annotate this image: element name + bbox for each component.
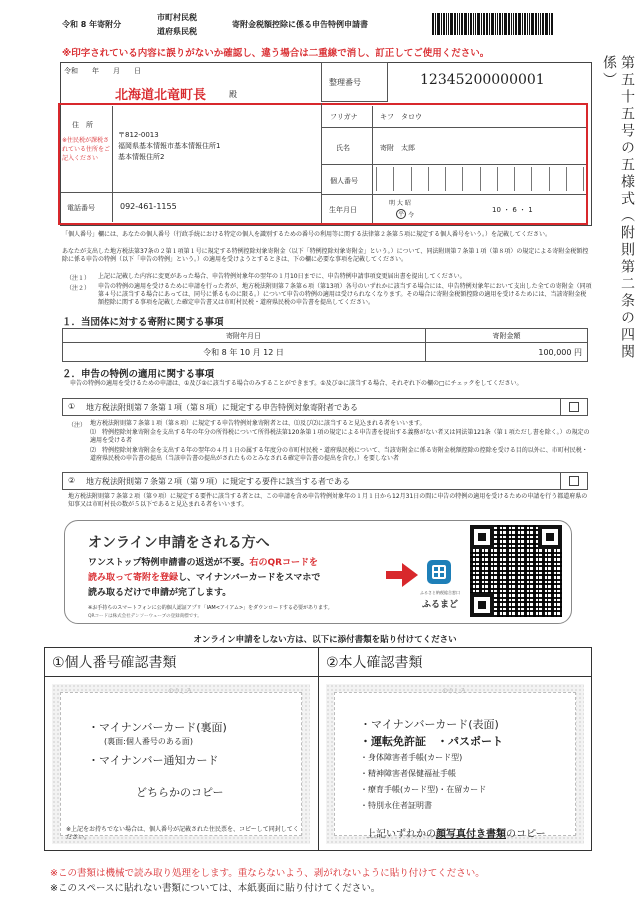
- online-line1-a: ワンストップ特例申請書の返送が不要。: [88, 558, 250, 568]
- online-note-qr: QRコードは株式会社デンソーウェーブの登録商標です。: [88, 614, 202, 619]
- form-title: 寄附金税額控除に係る申告特例申請書: [232, 20, 368, 29]
- box2-glue-top: のりしろ: [442, 688, 467, 695]
- box1-title: ①個人番号確認書類: [52, 655, 177, 671]
- box2-title: ②本人確認書類: [326, 655, 423, 671]
- box2-item5: ・療育手帳(カード型)・在留カード: [360, 785, 487, 794]
- box2-either-a: 上記いずれかの: [366, 829, 436, 840]
- section2-intro: 申告の特例の適用を受けるための申請は、①及び②に該当する場合のみすることができます。①及び②に該当する場合、それぞれ下の欄の□にチェックをしてください。: [70, 380, 523, 387]
- col-donation-date: 寄附年月日: [226, 332, 261, 340]
- box1-glue-top: のりしろ: [168, 688, 193, 695]
- right-arrow-icon: [386, 563, 418, 587]
- birth-label: 生年月日: [329, 206, 357, 214]
- online-line2-b: し、マイナンバーカードをスマホで: [178, 573, 321, 583]
- donation-amount: 100,000 円: [538, 348, 582, 357]
- furigana-label: フリガナ: [330, 113, 358, 121]
- item2-number: ②: [68, 476, 76, 485]
- tax-type-municipal: 市町村民税: [157, 13, 197, 22]
- mynumber-label: 個人番号: [330, 177, 358, 185]
- qr-code[interactable]: [470, 525, 562, 617]
- reg-no-value: 12345200000001: [420, 72, 545, 88]
- footer-line2: ※このスペースに貼れない書類については、本紙裏面に貼り付けてください。: [50, 883, 381, 894]
- box1-item1: ・マイナンバーカード(裏面): [88, 721, 227, 734]
- honorific: 殿: [229, 90, 237, 99]
- footer-line1: ※この書類は機械で読み取り処理をします。重ならないよう、剥がれないように貼り付けてください。: [50, 868, 485, 879]
- item1-note: 地方税法附則第７条第１項（第８項）に規定する申告特例対象寄附者とは、⑴及び⑵に該当すると見込まれる者をいいます。: [90, 420, 426, 427]
- box2-item6: ・特別永住者証明書: [360, 801, 432, 810]
- donation-date: 令和 8 年 10 月 12 日: [203, 348, 284, 357]
- address-label: 住 所: [72, 121, 93, 129]
- mynumber-note: 「個人番号」欄には、あなたの個人番号（行政手続における特定の個人を識別するための番号の利用等に関する法律第２条第５項に規定する個人番号をいう。）を記載してください。: [62, 231, 552, 238]
- box1-item1-sub: (裏面:個人番号のある面): [104, 737, 193, 746]
- phone-label: 電話番号: [67, 204, 95, 212]
- address-note: ※住民税が課税されている住所をご記入ください: [62, 137, 111, 162]
- address-line2: 基本情報住所2: [118, 153, 165, 161]
- col-donation-amount: 寄附金額: [492, 332, 521, 340]
- box2-item4: ・精神障害者保健福祉手帳: [360, 769, 456, 778]
- furigana-value: キフ タロウ: [380, 113, 422, 121]
- note1-text: 上記に記載した内容に変更があった場合、申告特例対象年の翌年の１月10日までに、申告特例申請事項変更届出書を提出してください。: [98, 273, 466, 280]
- box2-item1: ・マイナンバーカード(表面): [360, 718, 499, 731]
- note2-mark: （注２）: [66, 285, 91, 292]
- online-line2-a: 読み取って寄附を登録: [88, 573, 179, 583]
- postal-code: 〒812-0013: [118, 131, 159, 139]
- address-line1: 福岡県基本情報市基本情報住所1: [118, 142, 221, 150]
- form-number-label: 第五十五号の五様式（附則第二条の四関係）: [601, 55, 635, 361]
- item1-note-head: （注）: [68, 422, 87, 429]
- note1-mark: （注１）: [66, 275, 91, 282]
- box2-item2: ・運転免許証 ・パスポート: [360, 735, 503, 748]
- box2-either-c: のコピー: [506, 829, 546, 840]
- barcode: [432, 13, 582, 35]
- era-options: 明 大 昭: [389, 200, 411, 207]
- box1-note: ※上記をお持ちでない場合は、個人番号が記載された住民票を、コピーして同封してください。: [66, 826, 299, 841]
- intro-paragraph: あなたが支出した地方税法第37条の２第１項第１号に規定する特例控除対象寄附金（以下「特例控除対象寄附金」という。）について、同法附則第７条第１項（第８項）の規定による寄附金税額控除に係る申告の特例（以下「申告の特例」という。）の適用を受けようとするときは、下の欄に必要な事項を記載してください。: [62, 248, 589, 263]
- section1-title: １．当団体に対する寄附に関する事項: [62, 317, 224, 328]
- box2-either-b: 顔写真付き書類: [436, 829, 506, 840]
- online-note-iam: ※お手持ちのスマートフォンに公的個人認証アプリ「IAM<アイアム>」をダウンロードする必要があります。: [88, 605, 333, 611]
- item1-note-b: ⑵ 特例控除対象寄附金を支出する年の翌年の４月１日の属する年度分の市町村民税・道府県民税について、当該寄附金に係る寄附金税額控除の控除を受ける目的以外に、市町村民税・道府県民税の申告書の提出（当該申告書の提出がされたものとみなされる確定申告書の提出を含む。）を要しない者: [90, 447, 588, 462]
- item2-note: 地方税法附則第７条第２項（第９項）に規定する要件に該当する者とは、この申請を含め申告特例対象年の１月１日から12月31日の間に申告の特例の適用を受けるための申請を行う都道府県の知事又は市町村長の数が５以下であると見込まれる者をいいます。: [68, 493, 588, 508]
- item2-checkbox[interactable]: [569, 476, 579, 486]
- item1-text: 地方税法附則第７条第１項（第８項）に規定する申告特例対象寄附者である: [86, 403, 358, 412]
- online-line3: 読み取るだけで申請が完了します。: [88, 588, 232, 598]
- section2-title: ２．申告の特例の適用に関する事項: [62, 369, 215, 380]
- app-name: ふるまど: [421, 600, 458, 610]
- fiscal-year: 令和 8 年寄附分: [62, 20, 122, 29]
- furumado-app-icon[interactable]: [427, 560, 451, 584]
- item2-text: 地方税法附則第７条第２項（第９項）に規定する要件に該当する者である: [86, 477, 350, 486]
- tax-type-prefectural: 道府県民税: [157, 27, 197, 36]
- date-label: 令和 年 月 日: [64, 67, 141, 75]
- no-online-note: オンライン申請をしない方は、以下に添付書類を貼り付けてください: [193, 635, 457, 645]
- town-name: 北海道北竜町長: [115, 88, 207, 103]
- app-subtitle: ふるさと納税総合窓口: [420, 590, 460, 595]
- phone-value: 092-461-1155: [120, 202, 177, 211]
- name-label: 氏名: [336, 144, 350, 152]
- mynumber-boxes[interactable]: [376, 167, 584, 191]
- online-line1-b: 右のQRコードを: [249, 558, 319, 568]
- reg-no-label: 整理番号: [329, 78, 361, 87]
- name-value: 寄附 太郎: [380, 144, 415, 152]
- item1-checkbox[interactable]: [569, 402, 579, 412]
- box2-item3: ・身体障害者手帳(カード型): [360, 753, 463, 762]
- note2-text: 申告の特例の適用を受けるために申請を行った者が、地方税法附則第７条第６項（第13項）各号のいずれかに該当する場合には、申告特例対象年において支出した全ての寄附金（同項第４号に該当する場合にあっては、同号に係るものに限る。）について申告の特例の適用は受けられなくなります。その場合に寄附金税額控除の適用を受けるためには、当該寄附金税額控除に関する事項を記載した確定申告書又は市町村民税・道府県民税の申告書を提出してください。: [98, 283, 592, 306]
- era-reiwa: 令: [408, 212, 415, 219]
- warning-text: ※印字されている内容に誤りがないか確認し、違う場合は二重線で消し、訂正してご使用ください。: [62, 48, 490, 59]
- box1-item2: ・マイナンバー通知カード: [88, 754, 219, 767]
- item1-note-a: ⑴ 特例控除対象寄附金を支出する年の年分の所得税について所得税法第120条第１項の規定による申告書を提出する義務がない者又は同法第121条（第１項ただし書を除く。）の規定の適用を受ける者: [90, 429, 590, 444]
- online-title: オンライン申請をされる方へ: [88, 535, 270, 551]
- item1-number: ①: [68, 402, 76, 411]
- birth-value: 10 ・ 6 ・ 1: [492, 206, 533, 214]
- box1-either: どちらかのコピー: [136, 786, 224, 799]
- era-selected: 平: [397, 211, 404, 218]
